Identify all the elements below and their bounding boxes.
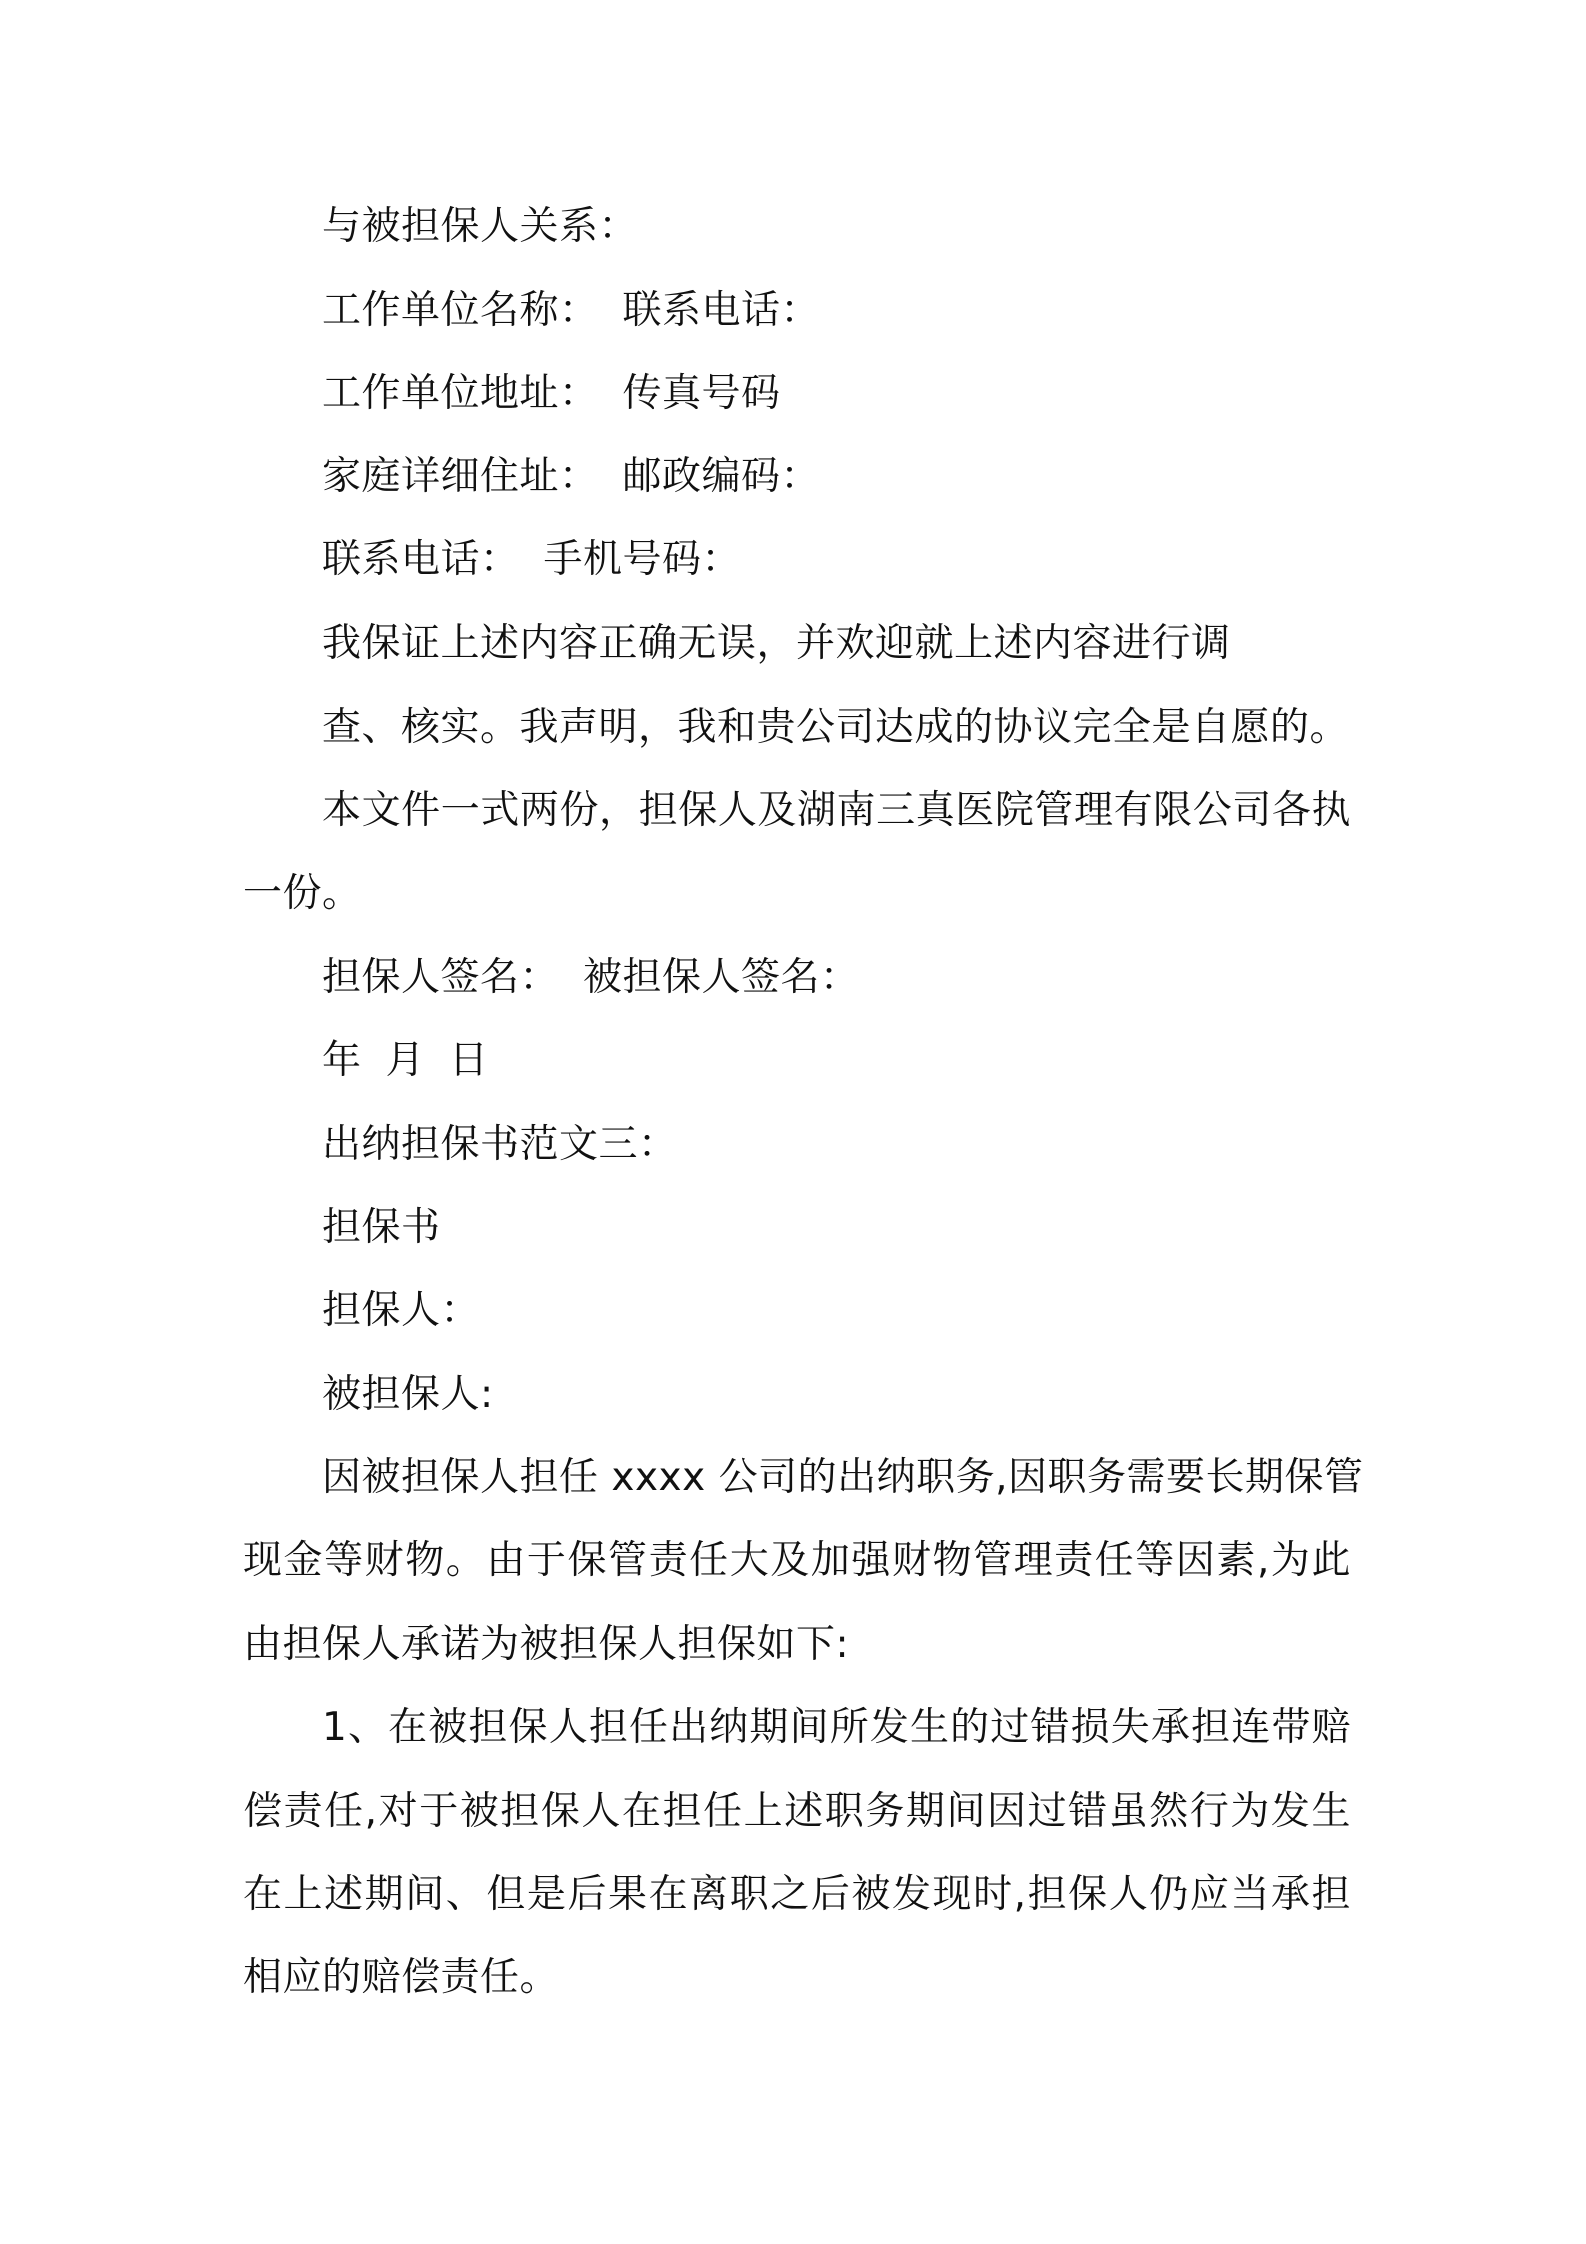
- fax-number-label: 传真号码: [622, 371, 781, 416]
- guarantor-line: [322, 1286, 1442, 1336]
- doc-title-line: [322, 1203, 1442, 1253]
- copies-line-2: [243, 869, 1363, 919]
- guarantee-text-2: 查、核实。我声明，我和贵公司达成的协议完全是自愿的。: [322, 705, 1350, 750]
- paragraph-2-line-1: [322, 1703, 1351, 1753]
- guarantor-label: 担保人：: [322, 1288, 481, 1333]
- relation-label: 与被担保人关系：: [322, 204, 639, 249]
- work-unit-name-label: 工作单位名称：: [322, 288, 599, 333]
- paragraph-2-text-1: 1、在被担保人担任出纳期间所发生的过错损失承担连带赔: [322, 1705, 1351, 1750]
- signature-line: [322, 953, 1442, 1003]
- work-unit-name-line: [322, 286, 1442, 336]
- guarantee-statement-line-2: [322, 703, 1442, 753]
- guarantee-text-1: 我保证上述内容正确无误，并欢迎就上述内容进行调: [322, 621, 1231, 666]
- paragraph-2-text-4: 相应的赔偿责任。: [243, 1955, 560, 2000]
- guarantee-statement-line-1: [322, 619, 1442, 669]
- date-year: 年: [322, 1038, 362, 1083]
- sample-three-heading-line: [322, 1120, 1442, 1170]
- contact-phone-label-2: 联系电话：: [322, 537, 520, 582]
- home-address-label: 家庭详细住址：: [322, 454, 599, 499]
- paragraph-1-line-1: [322, 1453, 1364, 1503]
- paragraph-1-line-2: [243, 1536, 1351, 1586]
- mobile-number-label: 手机号码：: [543, 537, 742, 582]
- work-unit-address-line: [322, 369, 1442, 419]
- date-day: 日: [449, 1038, 489, 1083]
- paragraph-1-text-2: 现金等财物。由于保管责任大及加强财物管理责任等因素,为此: [243, 1538, 1351, 1583]
- contact-phone-line: [322, 535, 1442, 585]
- sample-three-heading: 出纳担保书范文三：: [322, 1122, 678, 1167]
- paragraph-2-line-3: [243, 1870, 1351, 1920]
- date-line: [322, 1036, 1442, 1086]
- copies-text-2: 一份。: [243, 871, 362, 916]
- paragraph-1-line-3: [243, 1620, 1363, 1670]
- paragraph-2-text-3: 在上述期间、但是后果在离职之后被发现时,担保人仍应当承担: [243, 1872, 1351, 1917]
- guaranteed-line: [322, 1370, 1442, 1420]
- postal-code-label: 邮政编码：: [622, 454, 821, 499]
- paragraph-1-text-1: 因被担保人担任 xxxx 公司的出纳职务,因职务需要长期保管: [322, 1455, 1364, 1500]
- copies-text-1: 本文件一式两份，担保人及湖南三真医院管理有限公司各执: [322, 788, 1351, 833]
- doc-title: 担保书: [322, 1205, 441, 1250]
- paragraph-2-line-2: [243, 1787, 1351, 1837]
- date-month: 月: [385, 1038, 426, 1083]
- paragraph-1-text-3: 由担保人承诺为被担保人担保如下:: [243, 1622, 850, 1667]
- work-unit-address-label: 工作单位地址：: [322, 371, 599, 416]
- relation-line: [322, 202, 1442, 252]
- guaranteed-label: 被担保人:: [322, 1372, 494, 1417]
- guarantor-signature-label: 担保人签名：: [322, 955, 560, 1000]
- contact-phone-label: 联系电话：: [622, 288, 821, 333]
- paragraph-2-line-4: [243, 1953, 1363, 2003]
- copies-line-1: [322, 786, 1351, 836]
- guaranteed-signature-label: 被担保人签名：: [583, 955, 860, 1000]
- home-address-line: [322, 452, 1442, 502]
- paragraph-2-text-2: 偿责任,对于被担保人在担任上述职务期间因过错虽然行为发生: [243, 1789, 1351, 1834]
